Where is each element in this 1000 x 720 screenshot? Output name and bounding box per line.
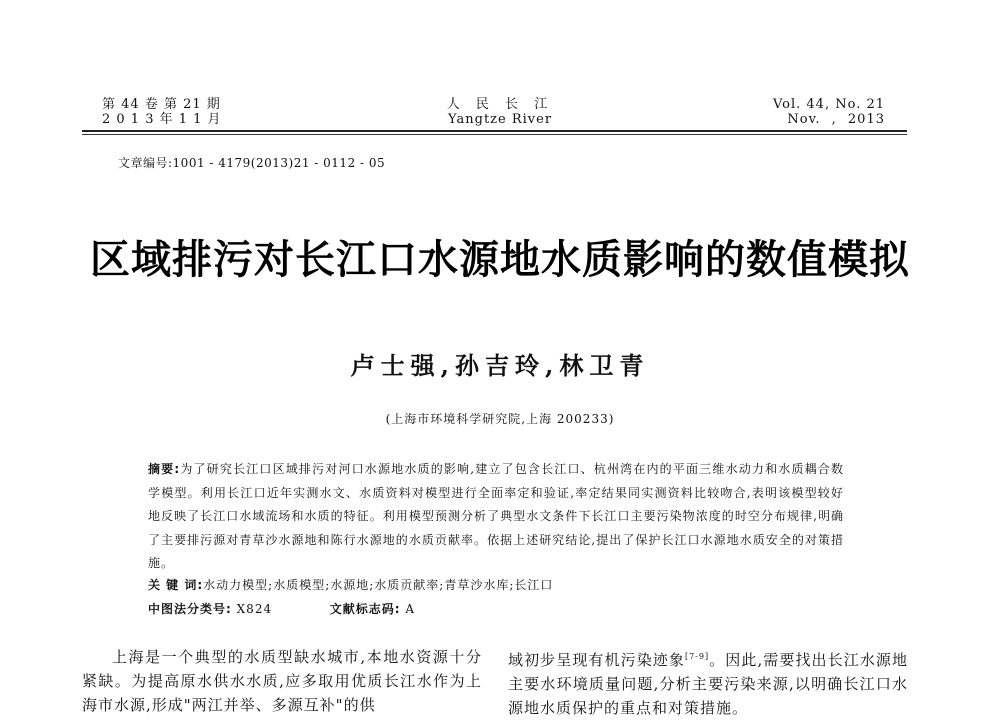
article-id: 文章编号:1001 - 4179(2013)21 - 0112 - 05	[118, 156, 386, 170]
journal-name-cn: 人 民 长 江	[446, 97, 554, 112]
affiliation: (上海市环境科学研究院,上海 200233)	[385, 412, 615, 426]
abstract	[148, 458, 844, 576]
citation-ref: [7-9]	[684, 652, 710, 661]
body-left-column: 上海是一个典型的水质型缺水城市,本地水资源十分紧缺。为提高原水供水水质,应多取用优质长江水作为上海市水源,形成"两江并举、多源互补"的供	[82, 648, 482, 714]
body-right-text-start: 域初步呈现有机污染迹象	[508, 651, 685, 669]
date-en: Nov. , 2013	[787, 112, 885, 127]
journal-name-en: Yangtze River	[447, 112, 553, 127]
abstract-label: 摘要:	[148, 462, 181, 476]
header-rule-thick	[82, 130, 907, 132]
clc-label: 中图法分类号:	[148, 602, 232, 616]
keywords-label: 关 键 词:	[148, 578, 204, 592]
keywords	[148, 576, 553, 593]
date-cn: 2 0 1 3 年 1 1 月	[102, 112, 222, 127]
clc-value: X824	[236, 602, 273, 616]
body-right-text-end: 。因此,需要找出长江水源地主要水环境质量问题,分析主要污染来源,以明确长江口水源地水质保护的重点和对策措施。	[508, 651, 908, 717]
abstract-text: 为了研究长江口区域排污对河口水源地水质的影响,建立了包含长江口、杭州湾在内的平面三维水动力和水质耦合数学模型。利用长江口近年实测水文、水质资料对模型进行全面率定和验证,率定结果同实测资料比较吻合,表明该模型较好地反映了长江口水域流场和水质的特征。利用模型预测分析了典型水文条件下长江口主要污染物浓度的时空分布规律,明确了主要排污源对青草沙水源地和陈行水源地的水质贡献率。依据上述研究结论,提出了保护长江口水源地水质安全的对策措施。	[148, 462, 844, 570]
body-right-column	[508, 645, 908, 720]
doc-code-label: 文献标志码:	[329, 602, 401, 616]
keywords-text: 水动力模型;水质模型;水源地;水质贡献率;青草沙水库;长江口	[203, 578, 554, 592]
paper-title: 区域排污对长江口水源地水质影响的数值模拟	[90, 237, 910, 283]
classification	[148, 600, 415, 617]
volume-issue-cn: 第 44 卷 第 21 期	[102, 97, 221, 112]
header-rule-thin	[82, 134, 907, 135]
volume-issue-en: Vol. 44, No. 21	[772, 97, 885, 112]
authors: 卢士强,孙吉玲,林卫青	[350, 351, 650, 380]
doc-code-value: A	[405, 602, 416, 616]
